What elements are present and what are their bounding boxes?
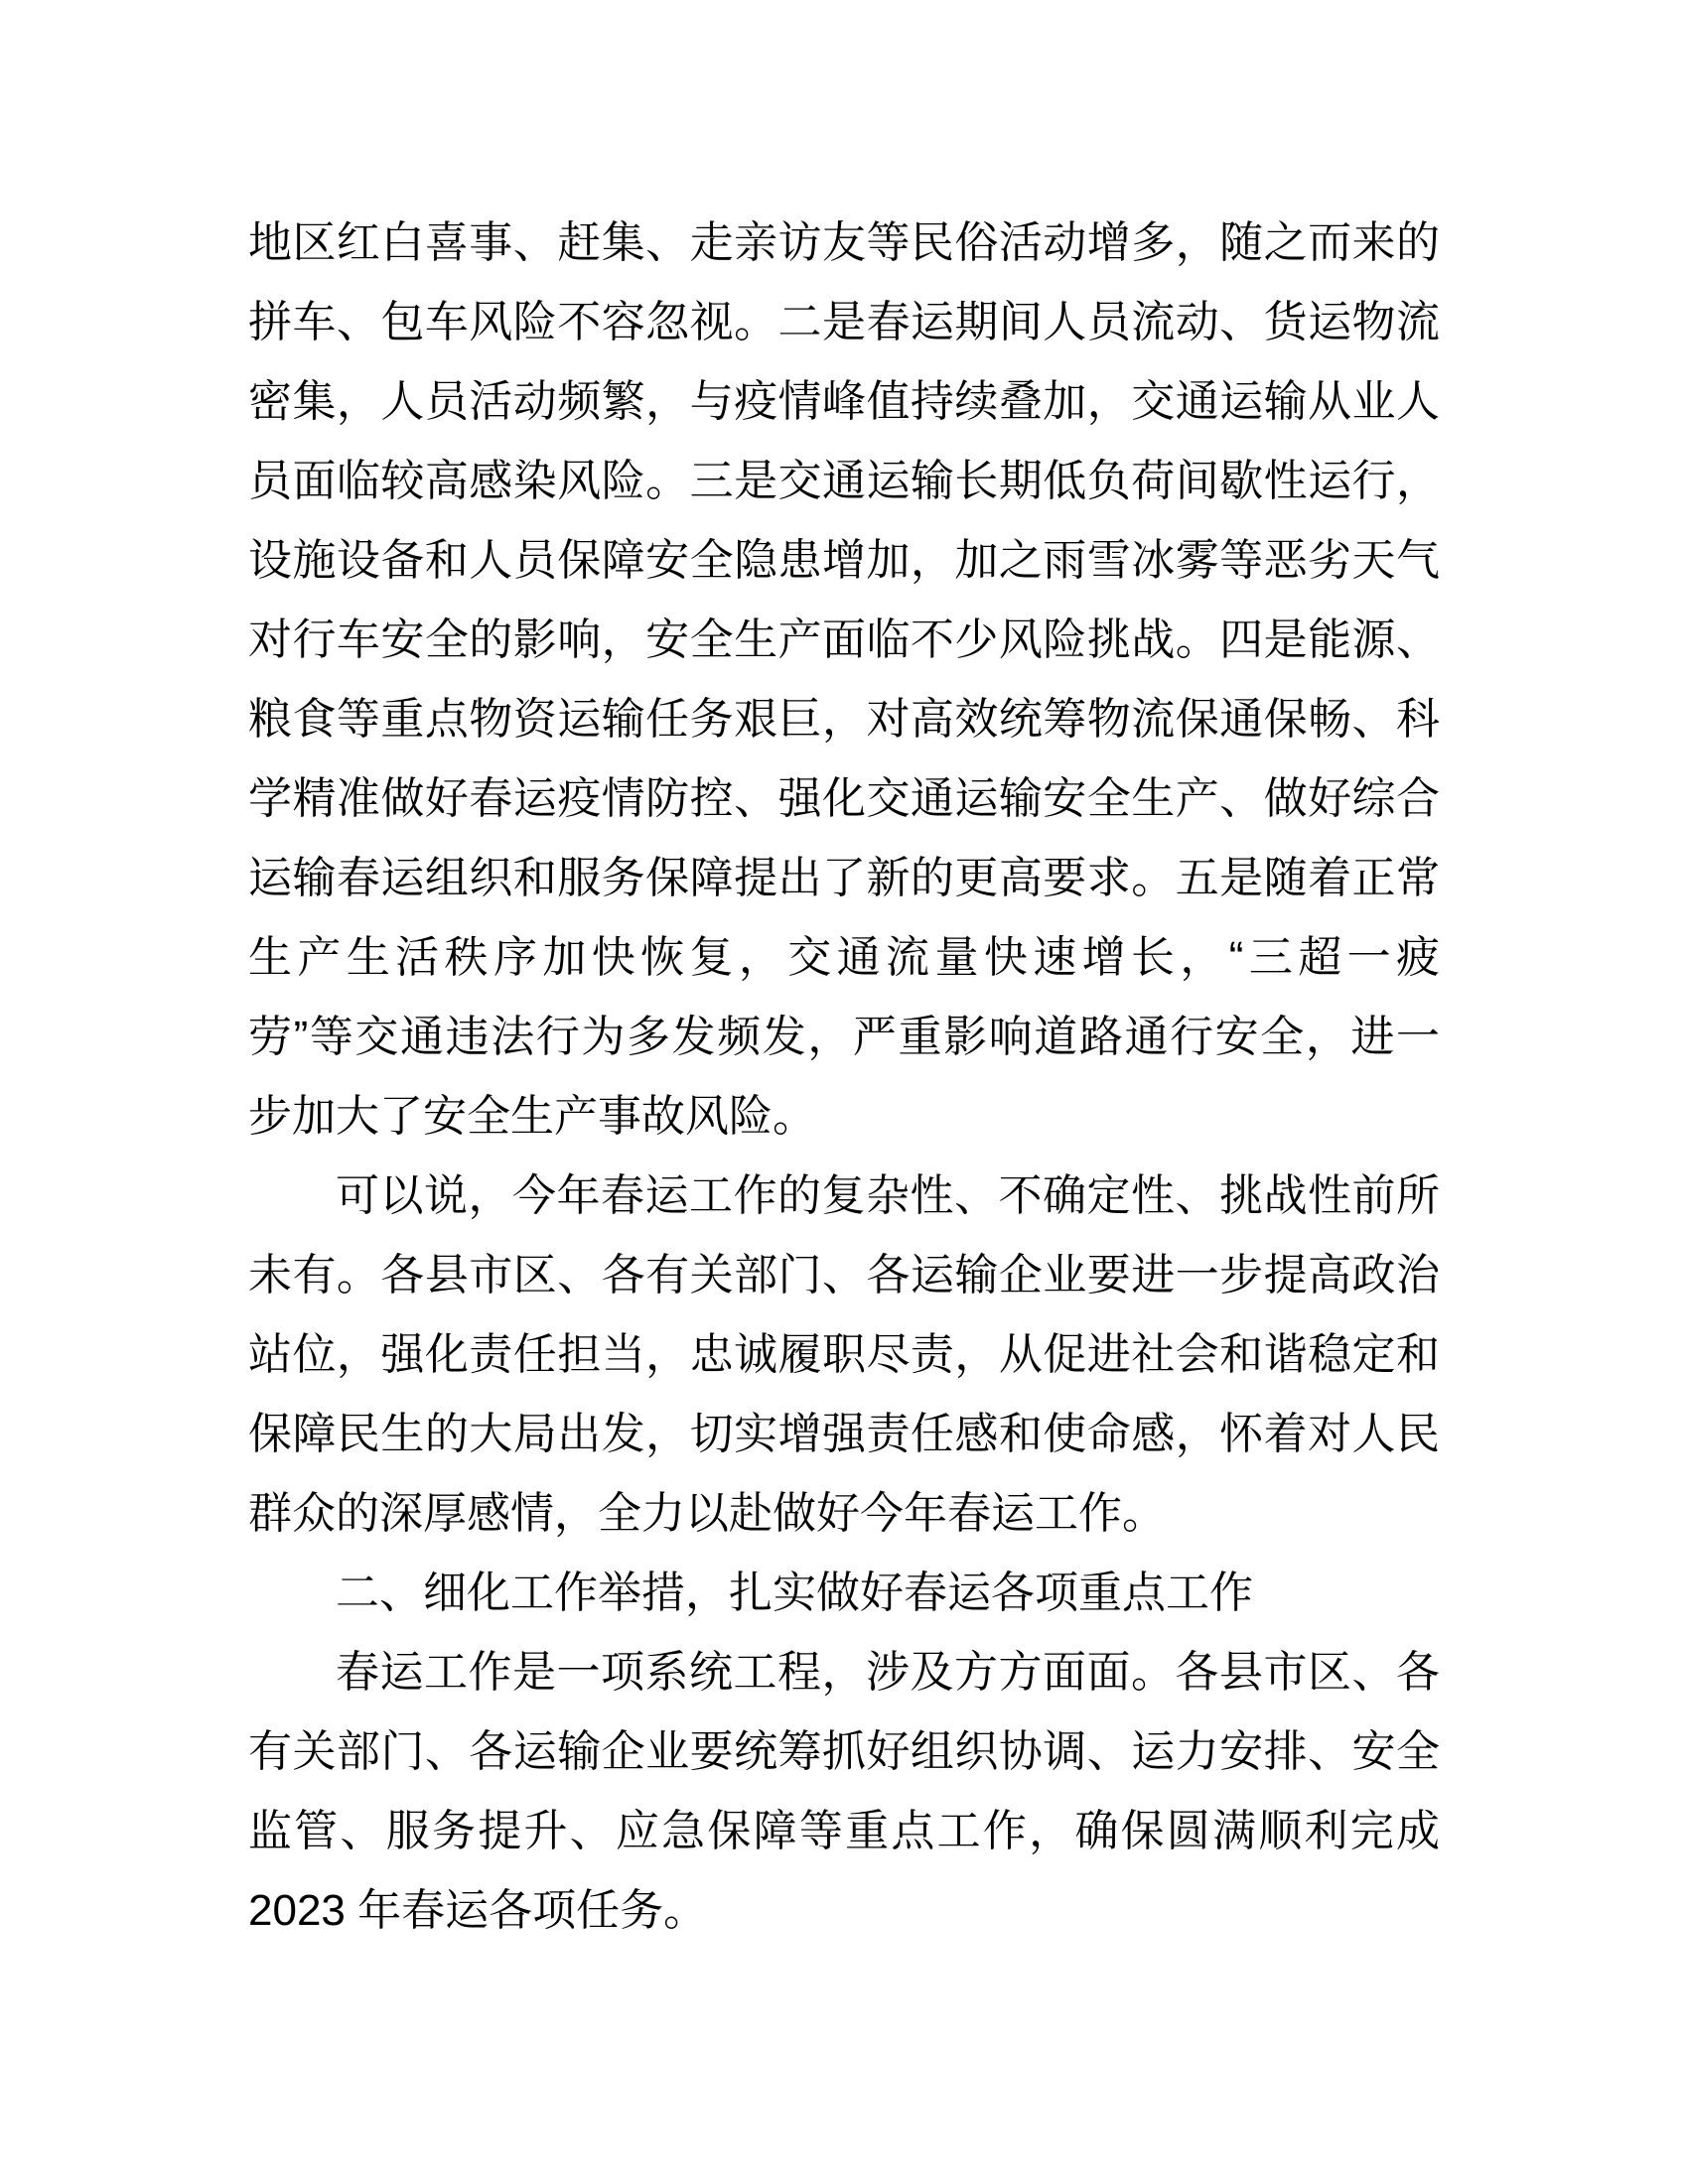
text-line: 2023 年春运各项任务。 bbox=[248, 1886, 708, 1935]
text-line: 未有。各县市区、各有关部门、各运输企业要进一步提高政治 bbox=[248, 1251, 1440, 1299]
section-heading-text: 二、细化工作举措，扎实做好春运各项重点工作 bbox=[336, 1569, 1253, 1617]
text-line: 有关部门、各运输企业要统筹抓好组织协调、运力安排、安全 bbox=[248, 1727, 1440, 1776]
text-line: 保障民生的大局出发，切实增强责任感和使命感，怀着对人民 bbox=[248, 1410, 1440, 1458]
text-line: 可以说，今年春运工作的复杂性、不确定性、挑战性前所 bbox=[336, 1171, 1440, 1220]
text-line: 步加大了安全生产事故风险。 bbox=[248, 1092, 816, 1141]
text-line: 监管、服务提升、应急保障等重点工作，确保圆满顺利完成 bbox=[248, 1807, 1440, 1855]
text-line: 春运工作是一项系统工程，涉及方方面面。各县市区、各 bbox=[336, 1648, 1440, 1697]
paragraph-risk-analysis bbox=[248, 204, 1440, 1157]
section-heading bbox=[248, 1554, 1440, 1633]
text-line: 对行车安全的影响，安全生产面临不少风险挑战。四是能源、 bbox=[248, 615, 1440, 664]
document-body bbox=[248, 204, 1440, 1951]
text-line: 设施设备和人员保障安全隐患增加，加之雨雪冰雾等恶劣天气 bbox=[248, 536, 1440, 585]
text-line: 粮食等重点物资运输任务艰巨，对高效统筹物流保通保畅、科 bbox=[248, 695, 1440, 744]
text-line: 学精准做好春运疫情防控、强化交通运输安全生产、做好综合 bbox=[248, 774, 1440, 823]
text-line: 员面临较高感染风险。三是交通运输长期低负荷间歇性运行， bbox=[248, 457, 1440, 505]
paragraph-summary-call bbox=[248, 1157, 1440, 1554]
text-line: 地区红白喜事、赶集、走亲访友等民俗活动增多，随之而来的 bbox=[248, 218, 1440, 267]
text-line: 劳”等交通违法行为多发频发，严重影响道路通行安全，进一 bbox=[248, 1013, 1440, 1061]
text-line: 密集，人员活动频繁，与疫情峰值持续叠加，交通运输从业人 bbox=[248, 377, 1440, 426]
text-line: 生产生活秩序加快恢复，交通流量快速增长，“三超一疲 bbox=[248, 933, 1440, 982]
text-line: 站位，强化责任担当，忠诚履职尽责，从促进社会和谐稳定和 bbox=[248, 1330, 1440, 1379]
text-line: 群众的深厚感情，全力以赴做好今年春运工作。 bbox=[248, 1489, 1166, 1538]
paragraph-work-measures bbox=[248, 1633, 1440, 1951]
text-line: 拼车、包车风险不容忽视。二是春运期间人员流动、货运物流 bbox=[248, 298, 1440, 346]
text-line: 运输春运组织和服务保障提出了新的更高要求。五是随着正常 bbox=[248, 854, 1440, 902]
